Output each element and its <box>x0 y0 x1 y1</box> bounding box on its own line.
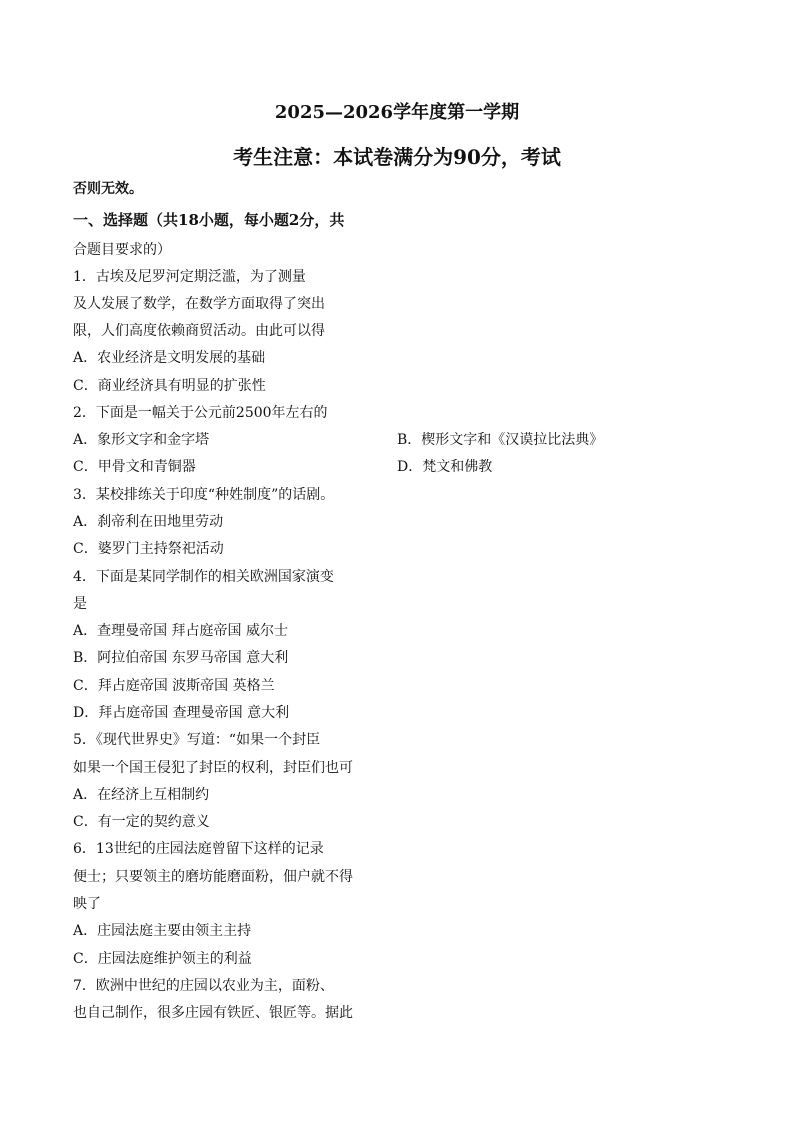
text-line: 合题目要求的） <box>73 242 171 258</box>
text-line: 是 <box>73 596 87 612</box>
text-line: 如果一个国王侵犯了封臣的权利，封臣们也可 <box>73 760 353 776</box>
option-a: A．农业经济是文明发展的基础 <box>73 350 266 366</box>
option-c: C．庄园法庭维护领主的利益 <box>73 951 252 967</box>
option-c: C．甲骨文和青铜器 <box>73 459 196 475</box>
text-line: 便士；只要领主的磨坊能磨面粉，佃户就不得 <box>73 869 353 885</box>
text-line: 限，人们高度依赖商贸活动。由此可以得 <box>73 323 325 339</box>
exam-title: 2025—2026学年度第一学期 <box>274 102 520 123</box>
question-5: 5．《现代世界史》写道：“如果一个封臣 <box>73 732 321 748</box>
question-7: 7．欧洲中世纪的庄园以农业为主，面粉、 <box>73 978 334 994</box>
option-b: B．阿拉伯帝国 东罗马帝国 意大利 <box>73 650 289 666</box>
question-2: 2．下面是一幅关于公元前2500年左右的 <box>73 405 328 421</box>
section-heading: 一、选择题（共18小题，每小题2分，共 <box>73 211 345 229</box>
text-line: 映了 <box>73 896 101 912</box>
option-a: A．查理曼帝国 拜占庭帝国 威尔士 <box>73 623 289 639</box>
question-6: 6．13世纪的庄园法庭曾留下这样的记录 <box>73 841 324 857</box>
option-c: C．商业经济具有明显的扩张性 <box>73 378 266 394</box>
option-a: A．庄园法庭主要由领主主持 <box>73 923 252 939</box>
question-3: 3．某校排练关于印度“种姓制度”的话剧。 <box>73 487 335 503</box>
text-line: 及人发展了数学，在数学方面取得了突出 <box>73 296 325 312</box>
option-a: A．刹帝利在田地里劳动 <box>73 514 224 530</box>
option-d: D．拜占庭帝国 查理曼帝国 意大利 <box>73 705 290 721</box>
question-4: 4．下面是某同学制作的相关欧洲国家演变 <box>73 569 334 585</box>
exam-notice: 考生注意：本试卷满分为90分，考试 <box>233 145 561 169</box>
text-line: 也自己制作，很多庄园有铁匠、银匠等。据此 <box>73 1005 353 1021</box>
text-line: 否则无效。 <box>73 181 143 197</box>
option-d: D．梵文和佛教 <box>397 459 493 475</box>
option-c: C．拜占庭帝国 波斯帝国 英格兰 <box>73 678 275 694</box>
option-a: A．在经济上互相制约 <box>73 787 210 803</box>
question-1: 1．古埃及尼罗河定期泛滥，为了测量 <box>73 269 306 285</box>
option-c: C．有一定的契约意义 <box>73 814 210 830</box>
option-c: C．婆罗门主持祭祀活动 <box>73 541 224 557</box>
option-a: A．象形文字和金字塔 <box>73 432 210 448</box>
option-b: B．楔形文字和《汉谟拉比法典》 <box>397 432 604 448</box>
